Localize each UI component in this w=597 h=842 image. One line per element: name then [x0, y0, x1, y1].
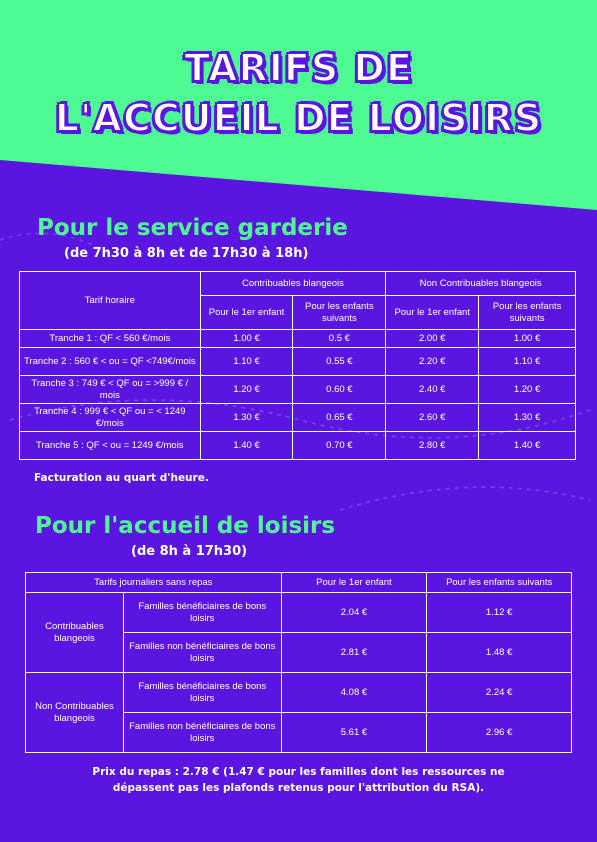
garderie-note: Facturation au quart d'heure.: [34, 472, 209, 484]
col-first-child: Pour le 1er enfant: [200, 296, 293, 330]
price-cell: 2.96 €: [427, 713, 572, 753]
table-row: [20, 404, 576, 432]
group-non-contribuables: Non Contribuables blangeois: [386, 272, 576, 296]
table-row: [20, 348, 576, 376]
family-type-label: Familles bénéficiaires de bons loisirs: [123, 673, 281, 713]
price-cell: 0.60 €: [293, 376, 386, 404]
table-row: [20, 376, 576, 404]
price-cell: 1.10 €: [200, 348, 293, 376]
price-cell: 2.80 €: [386, 432, 479, 460]
tranche-label: Tranche 2 : 560 € < ou = QF <749€/mois: [20, 348, 201, 376]
head-next-children: Pour les enfants suivants: [427, 573, 572, 593]
table-row: [20, 432, 576, 460]
footer-line2: dépassent pas les plafonds retenus pour l'attribution du RSA).: [112, 782, 485, 794]
price-cell: 2.40 €: [386, 376, 479, 404]
family-type-label: Familles non bénéficiaires de bons loisirs: [123, 713, 281, 753]
price-cell: 2.24 €: [427, 673, 572, 713]
loisirs-table: [25, 572, 572, 753]
price-cell: 2.81 €: [281, 633, 427, 673]
group-contribuables: Contribuables blangeois: [200, 272, 386, 296]
tranche-label: Tranche 4 : 999 € < QF ou = < 1249 €/mois: [20, 404, 201, 432]
garderie-subtitle: (de 7h30 à 8h et de 17h30 à 18h): [64, 246, 309, 261]
price-cell: 1.48 €: [427, 633, 572, 673]
price-cell: 1.40 €: [200, 432, 293, 460]
garderie-table: [19, 271, 576, 460]
price-cell: 1.00 €: [200, 330, 293, 348]
table-row: [26, 673, 572, 713]
price-cell: 2.20 €: [386, 348, 479, 376]
price-cell: 1.30 €: [479, 404, 576, 432]
tranche-label: Tranche 5 : QF < ou = 1249 €/mois: [20, 432, 201, 460]
family-type-label: Familles non bénéficiaires de bons loisirs: [123, 633, 281, 673]
head-tarifs-label: Tarifs journaliers sans repas: [26, 573, 282, 593]
footer-line1: Prix du repas : 2.78 € (1.47 € pour les familles dont les ressources ne: [92, 766, 505, 778]
price-cell: 0.5 €: [293, 330, 386, 348]
tranche-label: Tranche 1 : QF < 560 €/mois: [20, 330, 201, 348]
price-cell: 2.60 €: [386, 404, 479, 432]
price-cell: 5.61 €: [281, 713, 427, 753]
price-cell: 1.40 €: [479, 432, 576, 460]
price-cell: 0.65 €: [293, 404, 386, 432]
price-cell: 1.12 €: [427, 593, 572, 633]
price-cell: 0.70 €: [293, 432, 386, 460]
table-row: [26, 593, 572, 633]
col-next-children: Pour les enfants suivants: [479, 296, 576, 330]
col-first-child: Pour le 1er enfant: [386, 296, 479, 330]
family-type-label: Familles bénéficiaires de bons loisirs: [123, 593, 281, 633]
price-cell: 4.08 €: [281, 673, 427, 713]
group-non-contribuables: Non Contribuables blangeois: [26, 673, 124, 753]
head-first-child: Pour le 1er enfant: [281, 573, 427, 593]
price-cell: 1.00 €: [479, 330, 576, 348]
price-cell: 1.20 €: [479, 376, 576, 404]
price-cell: 1.20 €: [200, 376, 293, 404]
table-row: [20, 330, 576, 348]
col-next-children: Pour les enfants suivants: [293, 296, 386, 330]
price-cell: 2.00 €: [386, 330, 479, 348]
group-contribuables: Contribuables blangeois: [26, 593, 124, 673]
row-header-cell: Tarif horaire: [20, 272, 201, 330]
price-cell: 1.10 €: [479, 348, 576, 376]
garderie-title: Pour le service garderie: [37, 215, 348, 241]
price-cell: 0.55 €: [293, 348, 386, 376]
loisirs-title: Pour l'accueil de loisirs: [35, 513, 336, 539]
page-title-line2: L'ACCUEIL DE LOISIRS: [54, 96, 543, 140]
tranche-label: Tranche 3 : 749 € < QF ou = >999 € / mois: [20, 376, 201, 404]
page-title-line1: TARIFS DE: [184, 46, 413, 90]
price-cell: 2.04 €: [281, 593, 427, 633]
loisirs-subtitle: (de 8h à 17h30): [131, 544, 248, 559]
price-cell: 1.30 €: [200, 404, 293, 432]
